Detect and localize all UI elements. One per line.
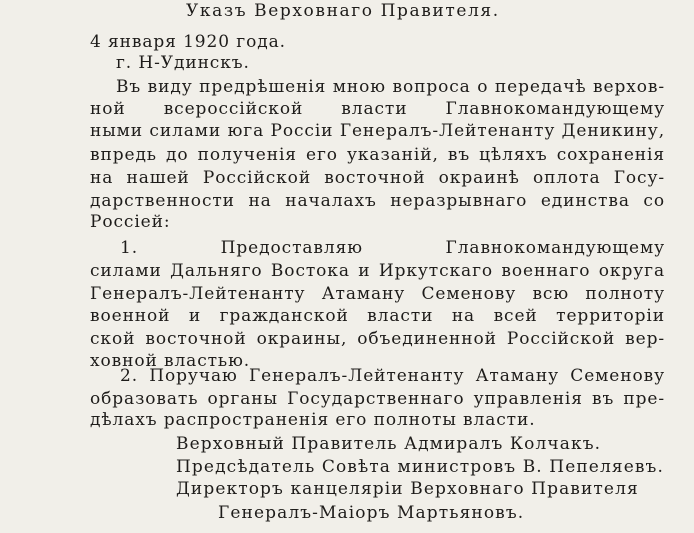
- decree-place: г. Н-Удинскъ.: [116, 53, 250, 73]
- point1-line: 1. Предоставляю Главнокомандующему: [120, 238, 665, 258]
- signature-line: Директоръ канцеляріи Верховнаго Правителя: [176, 479, 639, 499]
- point2-line: образовать органы Государственнаго управленія въ пре-: [90, 389, 665, 409]
- decree-date: 4 января 1920 года.: [90, 32, 286, 52]
- preamble-line: на нашей Россійской восточной окраинѣ оплота Госу-: [90, 168, 665, 188]
- point1-line: силами Дальняго Востока и Иркутскаго военнаго округа: [90, 261, 665, 281]
- preamble-line: Россіей:: [90, 212, 171, 232]
- point1-line: ской восточной окраины, объединенной Россійской вер-: [90, 329, 665, 349]
- point2-line: дѣлахъ распространенія его полноты власти.: [90, 410, 536, 430]
- signature-line: Предсѣдатель Совѣта министровъ В. Пепеляевъ.: [176, 457, 664, 477]
- decree-title: Указъ Верховнаго Правителя.: [186, 1, 500, 21]
- signature-line: Верховный Правитель Адмиралъ Колчакъ.: [176, 434, 602, 454]
- preamble-line: впредь до полученія его указаній, въ цѣляхъ сохраненія: [90, 145, 665, 165]
- point1-line: ховной властью.: [90, 351, 251, 371]
- preamble-line: дарственности на началахъ неразрывнаго единства со: [90, 191, 665, 211]
- point1-line: Генералъ-Лейтенанту Атаману Семенову всю полноту: [90, 284, 665, 304]
- preamble-line: ной всероссійской власти Главнокомандующему: [90, 99, 665, 119]
- point1-line: военной и гражданской власти на всей территоріи: [90, 306, 665, 326]
- point2-line: 2. Поручаю Генералъ-Лейтенанту Атаману Семенову: [120, 366, 665, 386]
- preamble-line: Въ виду предрѣшенія мною вопроса о передачѣ верхов-: [116, 77, 665, 97]
- preamble-line: ными силами юга Россіи Генералъ-Лейтенанту Деникину,: [90, 121, 665, 141]
- signature-line: Генералъ-Маіоръ Мартьяновъ.: [218, 503, 525, 523]
